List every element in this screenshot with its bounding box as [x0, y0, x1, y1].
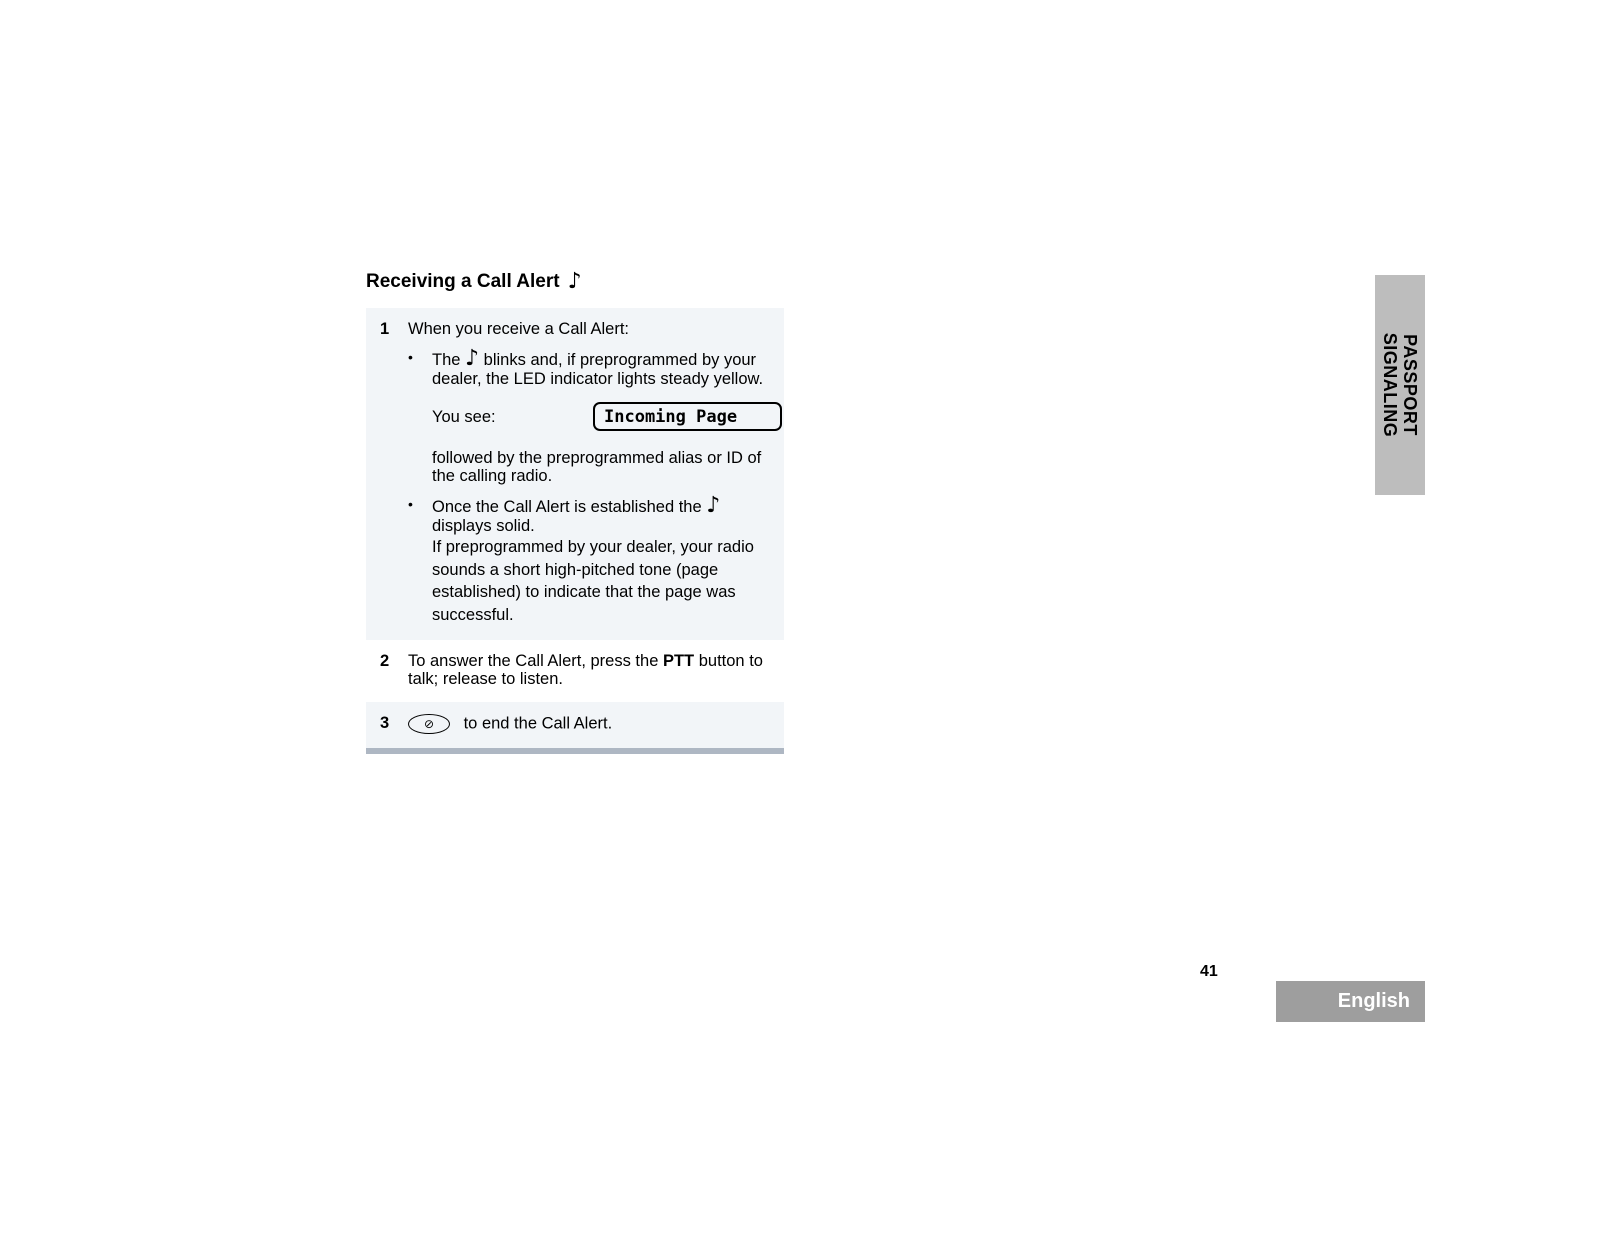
end-call-button-icon: ⊘	[408, 714, 450, 734]
bullet-dot-icon: •	[408, 349, 413, 365]
you-see-row	[432, 402, 782, 431]
music-note-icon: ♪	[567, 269, 582, 294]
section-title-text: Receiving a Call Alert	[366, 271, 560, 292]
bullet-text-before: The	[432, 351, 461, 369]
bullet-text-after: blinks and, if preprogrammed by your dealer, the LED indicator lights steady yellow.	[432, 351, 764, 388]
language-tab: English	[1276, 981, 1425, 1022]
step-number: 1	[380, 320, 390, 338]
step-number: 2	[380, 652, 390, 670]
section-title	[366, 271, 582, 293]
step-2-text-before: To answer the Call Alert, press the	[408, 652, 659, 670]
ptt-label: PTT	[662, 652, 695, 670]
step-3	[366, 702, 784, 748]
step-number: 3	[380, 714, 390, 732]
radio-display: Incoming Page	[593, 402, 782, 431]
music-note-icon: ♪	[465, 346, 480, 371]
step-1-intro: When you receive a Call Alert:	[408, 320, 630, 338]
music-note-icon: ♪	[706, 493, 721, 518]
bullet-dot-icon: •	[408, 496, 413, 512]
bullet-item	[408, 348, 772, 388]
table-bottom-rule	[366, 748, 784, 754]
step-3-text: to end the Call Alert.	[463, 714, 613, 733]
chapter-side-tab-label	[1380, 333, 1420, 438]
side-tab-line-2: SIGNALING	[1380, 332, 1400, 438]
side-tab-line-1: PASSPORT	[1400, 334, 1420, 436]
bullet-text-after: displays solid.	[432, 517, 535, 535]
steps-table	[366, 308, 784, 754]
step-2-text-after: button to talk; release to listen.	[408, 652, 763, 688]
you-see-label: You see:	[432, 407, 496, 426]
chapter-side-tab	[1375, 275, 1425, 495]
bullet-continuation: If preprogrammed by your dealer, your radio sounds a short high-pitched tone (page established) to indicate that the page was successful.	[432, 538, 754, 624]
bullet-text-before: Once the Call Alert is established the	[432, 498, 702, 516]
bullet-item	[408, 495, 772, 535]
step-1	[366, 308, 784, 640]
followed-by-text: followed by the preprogrammed alias or ID of the calling radio.	[432, 449, 762, 485]
page-number: 41	[1200, 963, 1218, 980]
step-2	[366, 640, 784, 702]
